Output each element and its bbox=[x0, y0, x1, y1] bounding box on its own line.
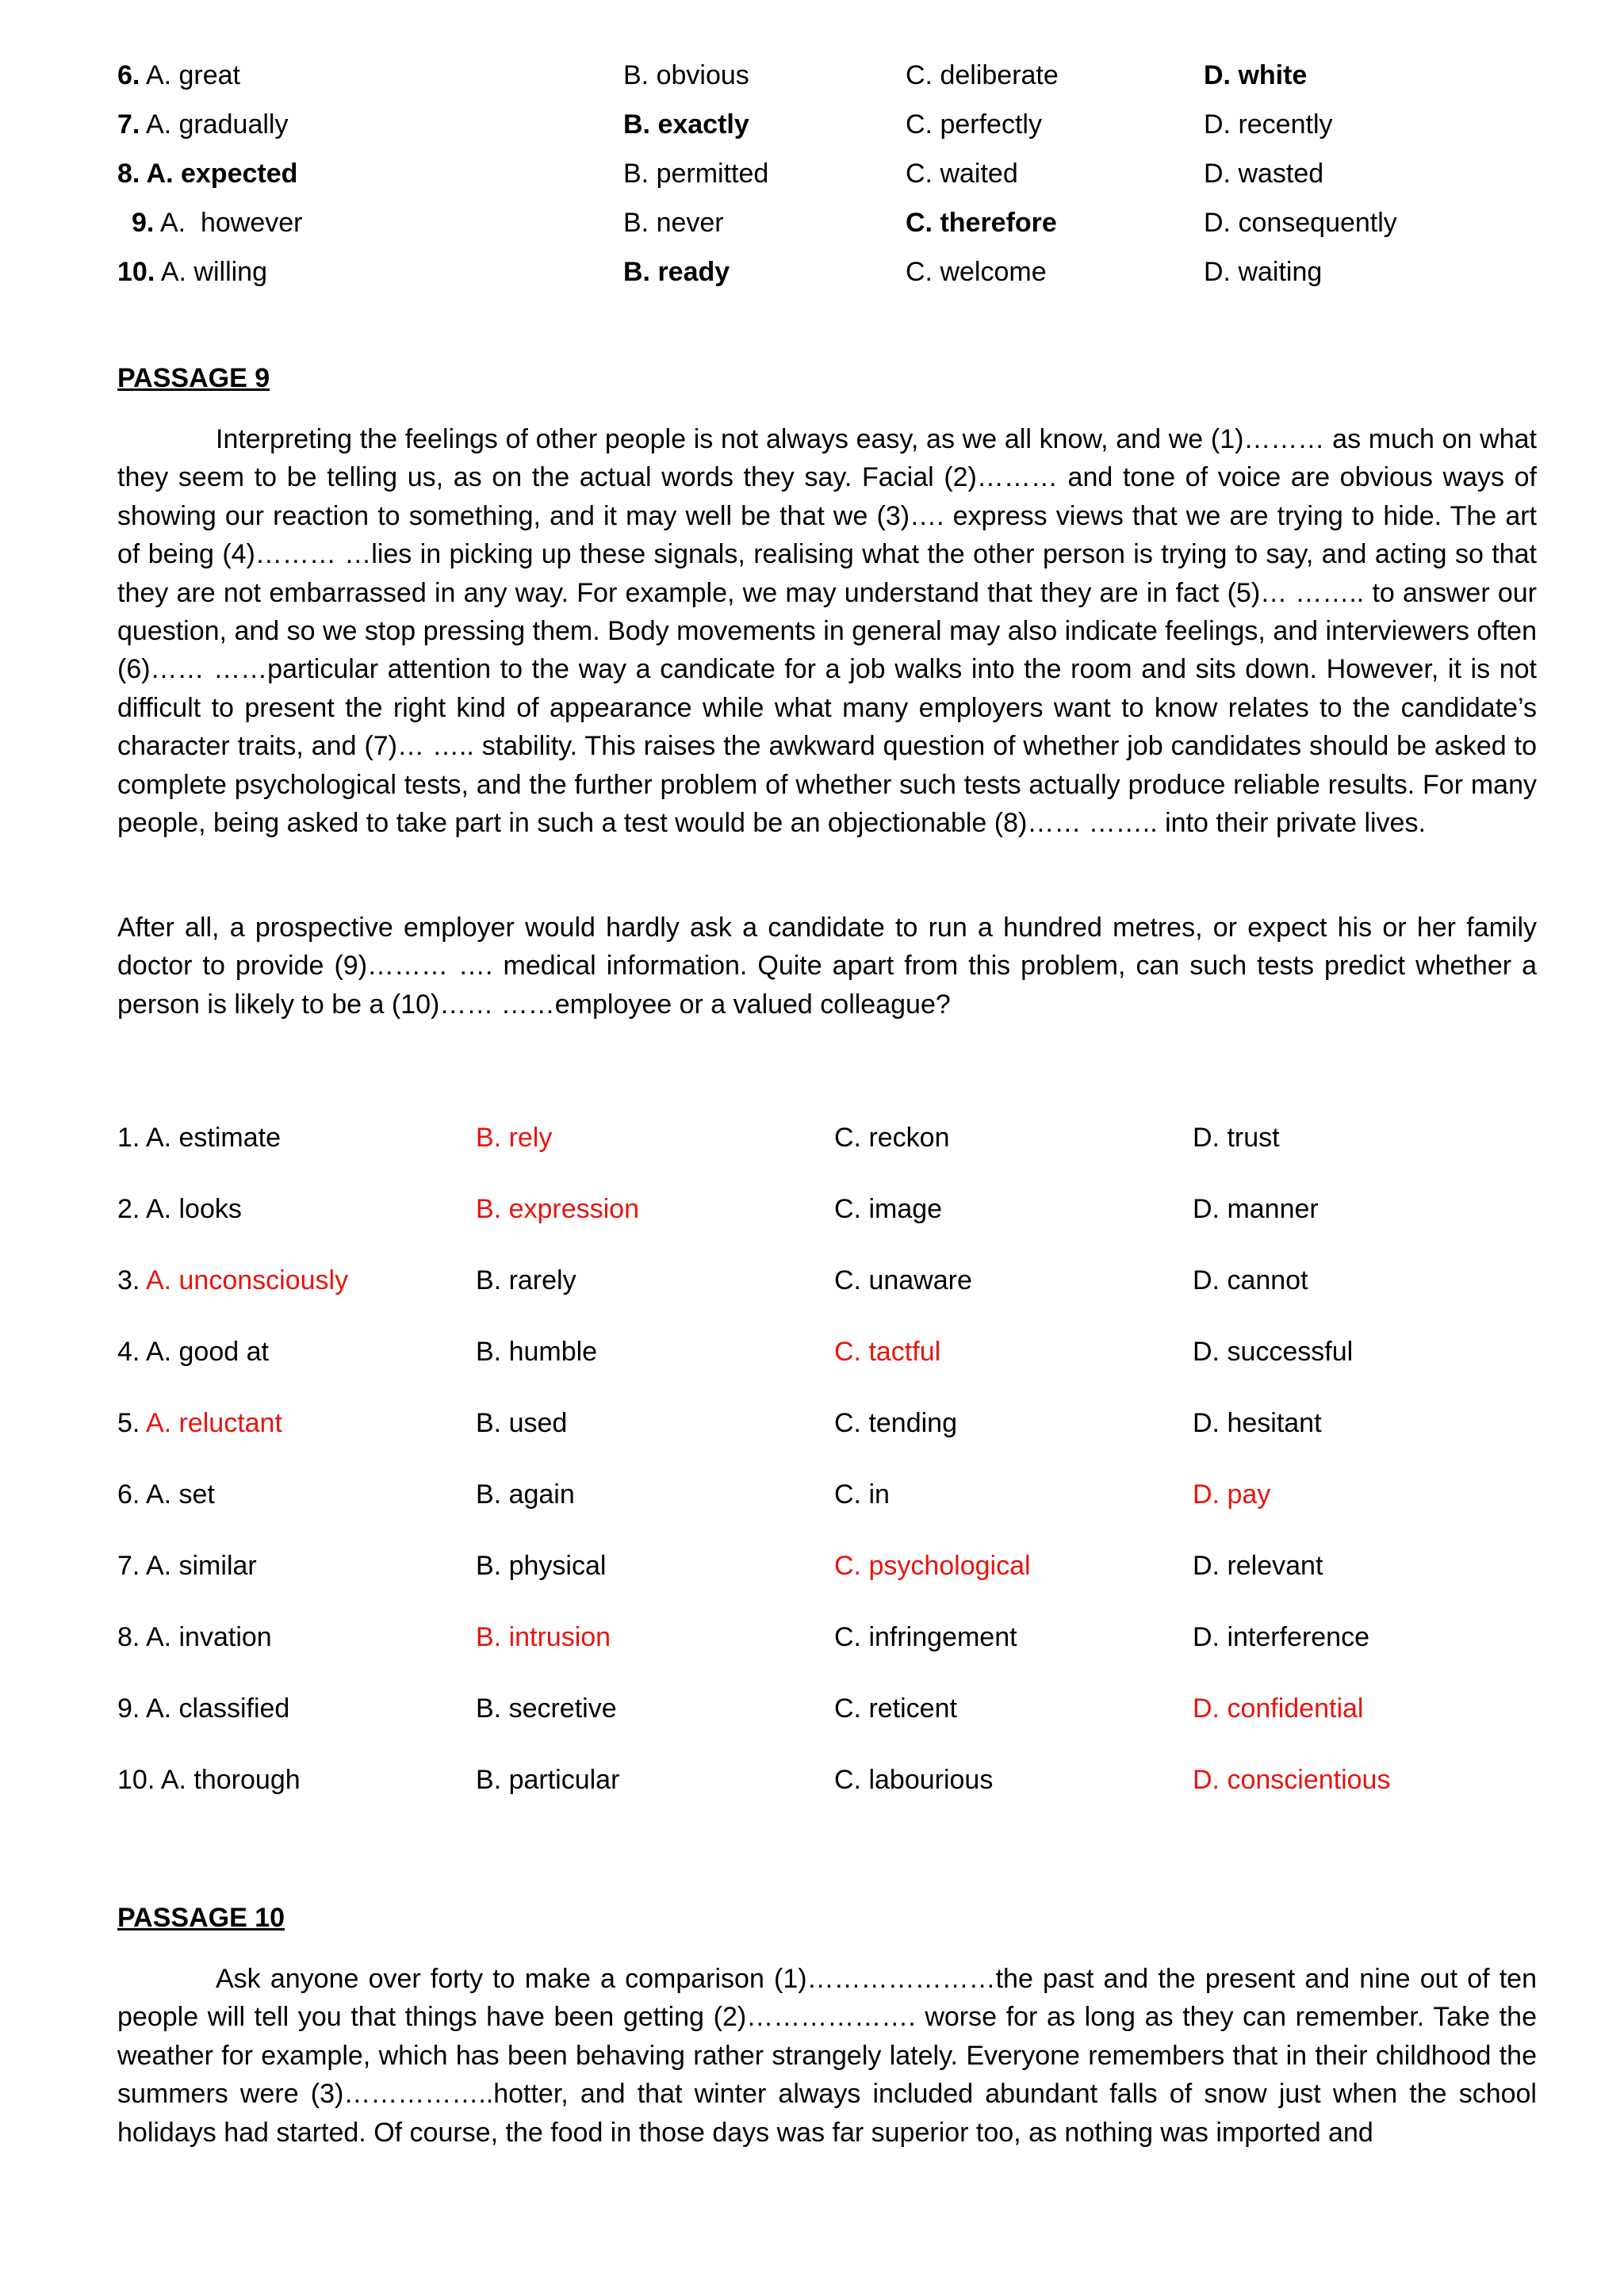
option-c: C. therefore bbox=[906, 208, 1057, 238]
question-number: 6. bbox=[117, 1479, 140, 1510]
option-b: B. permitted bbox=[623, 159, 769, 189]
question-number: 9. bbox=[117, 1693, 140, 1724]
question-number: 2. bbox=[117, 1194, 140, 1224]
option-d: D. trust bbox=[1193, 1123, 1280, 1153]
question-number: 8. bbox=[117, 159, 140, 189]
option-a: A. looks bbox=[145, 1194, 242, 1224]
option-c: C. image bbox=[834, 1194, 943, 1224]
option-c: C. infringement bbox=[834, 1622, 1017, 1652]
option-b: B. never bbox=[623, 208, 724, 238]
option-b: B. physical bbox=[476, 1551, 607, 1581]
option-row bbox=[117, 247, 1537, 297]
option-c: C. unaware bbox=[834, 1265, 972, 1295]
option-a: A. reluctant bbox=[145, 1408, 282, 1438]
option-c: C. reckon bbox=[834, 1123, 950, 1153]
question-number: 3. bbox=[117, 1265, 140, 1295]
option-a: A. invation bbox=[145, 1622, 272, 1652]
option-c: C. tactful bbox=[834, 1337, 941, 1367]
answer-row bbox=[117, 1189, 1537, 1229]
option-d: D. wasted bbox=[1204, 159, 1324, 189]
question-number: 9. bbox=[132, 208, 155, 238]
option-a: A. unconsciously bbox=[145, 1265, 349, 1295]
option-c: C. tending bbox=[834, 1408, 957, 1438]
option-c: C. welcome bbox=[906, 257, 1047, 287]
option-a: A. estimate bbox=[145, 1123, 282, 1153]
question-number: 4. bbox=[117, 1337, 140, 1367]
answer-row bbox=[117, 1261, 1537, 1300]
option-b: B. ready bbox=[623, 257, 730, 287]
option-b: B. exactly bbox=[623, 109, 749, 140]
passage-9-heading: PASSAGE 9 bbox=[117, 363, 270, 393]
option-c: C. waited bbox=[906, 159, 1018, 189]
option-d: D. hesitant bbox=[1193, 1408, 1322, 1438]
question-number: 5. bbox=[117, 1408, 140, 1438]
option-a: A. set bbox=[145, 1479, 215, 1510]
question-number: 7. bbox=[117, 1551, 140, 1581]
option-b: B. rely bbox=[476, 1123, 553, 1153]
answer-row bbox=[117, 1475, 1537, 1514]
option-b: B. humble bbox=[476, 1337, 598, 1367]
option-b: B. particular bbox=[476, 1765, 620, 1795]
option-a: A. similar bbox=[145, 1551, 257, 1581]
answer-row bbox=[117, 1760, 1537, 1800]
answer-row bbox=[117, 1617, 1537, 1657]
option-c: C. perfectly bbox=[906, 109, 1042, 140]
option-d: D. pay bbox=[1193, 1479, 1271, 1510]
option-c: C. deliberate bbox=[906, 60, 1059, 90]
option-row bbox=[117, 100, 1537, 149]
answer-row bbox=[117, 1689, 1537, 1728]
option-d: D. successful bbox=[1193, 1337, 1354, 1367]
option-b: B. obvious bbox=[623, 60, 749, 90]
option-d: D. relevant bbox=[1193, 1551, 1323, 1581]
option-d: D. white bbox=[1204, 60, 1308, 90]
question-number: 1. bbox=[117, 1123, 140, 1153]
option-row bbox=[117, 51, 1537, 100]
option-b: B. again bbox=[476, 1479, 575, 1510]
option-b: B. secretive bbox=[476, 1693, 617, 1724]
passage-9-paragraph-1: Interpreting the feelings of other people is not always easy, as we all know, and we (1)……… as much on what they seem to be telling us, as on the actual words they say. Facial (2)……… and tone of voice are obvious ways of showing our reaction to something, and it may well be that we (3)…. express views that we are trying to hide. The art of being (4)……… …lies in picking up these signals, realising what the other person is trying to say, and acting so that they are not embarrassed in any way. For example, we may understand that they are in fact (5)… …….. to answer our question, and so we stop pressing them. Body movements in general may also indicate feelings, and interviewers often (6)…… ……particular attention to the way a candicate for a job walks into the room and sits down. However, it is not difficult to present the right kind of appearance while what many employers want to know relates to the candidate’s character traits, and (7)… ….. stability. This raises the awkward question of whether job candidates should be asked to complete psychological tests, and the further problem of whether such tests actually produce reliable results. For many people, being asked to take part in such a test would be an objectionable (8)…… …….. into their private lives. bbox=[117, 424, 1537, 839]
option-a: A. great bbox=[145, 60, 241, 90]
question-number: 6. bbox=[117, 60, 140, 90]
option-d: D. manner bbox=[1193, 1194, 1319, 1224]
answer-row bbox=[117, 1118, 1537, 1158]
option-a: A. gradually bbox=[145, 109, 289, 140]
option-d: D. waiting bbox=[1204, 257, 1323, 287]
option-d: D. interference bbox=[1193, 1622, 1369, 1652]
passage-10-heading: PASSAGE 10 bbox=[117, 1903, 285, 1933]
option-c: C. in bbox=[834, 1479, 890, 1510]
option-d: D. consequently bbox=[1204, 208, 1397, 238]
option-a: A. thorough bbox=[160, 1765, 301, 1795]
top-options-list bbox=[117, 51, 1537, 297]
option-a: A. expected bbox=[146, 159, 298, 189]
option-a: A. willing bbox=[160, 257, 268, 287]
option-a: A. classified bbox=[145, 1693, 290, 1724]
option-b: B. expression bbox=[476, 1194, 639, 1224]
option-d: D. recently bbox=[1204, 109, 1333, 140]
passage-10-paragraph-1: Ask anyone over forty to make a comparison (1)…………………the past and the present and nine out of ten people will tell you that things have been getting (2)………………. worse for as long as they can remember. Take the weather for example, which has been behaving rather strangely lately. Everyone remembers that in their childhood the summers were (3)……………..hotter, and that winter always included abundant falls of snow just when the school holidays had started. Of course, the food in those days was far superior too, as nothing was imported and bbox=[117, 1964, 1537, 2148]
question-number: 10. bbox=[117, 257, 155, 287]
option-row bbox=[117, 198, 1537, 247]
option-d: D. confidential bbox=[1193, 1693, 1364, 1724]
option-b: B. intrusion bbox=[476, 1622, 611, 1652]
question-number: 10. bbox=[117, 1765, 155, 1795]
answer-row bbox=[117, 1403, 1537, 1443]
passage-9-paragraph-2: After all, a prospective employer would hardly ask a candidate to run a hundred metres, or expect his or her family doctor to provide (9)……… …. medical information. Quite apart from this problem, can such tests predict whether a person is likely to be a (10)…… ……employee or a valued colleague? bbox=[117, 913, 1537, 1020]
option-b: B. used bbox=[476, 1408, 568, 1438]
answer-row bbox=[117, 1332, 1537, 1372]
question-number: 8. bbox=[117, 1622, 140, 1652]
question-number: 7. bbox=[117, 109, 140, 140]
option-d: D. cannot bbox=[1193, 1265, 1308, 1295]
answer-row bbox=[117, 1546, 1537, 1586]
option-c: C. psychological bbox=[834, 1551, 1031, 1581]
option-c: C. reticent bbox=[834, 1693, 957, 1724]
option-row bbox=[117, 149, 1537, 198]
option-a: A. however bbox=[159, 208, 303, 238]
option-a: A. good at bbox=[145, 1337, 269, 1367]
option-d: D. conscientious bbox=[1193, 1765, 1391, 1795]
option-b: B. rarely bbox=[476, 1265, 576, 1295]
option-c: C. labourious bbox=[834, 1765, 994, 1795]
